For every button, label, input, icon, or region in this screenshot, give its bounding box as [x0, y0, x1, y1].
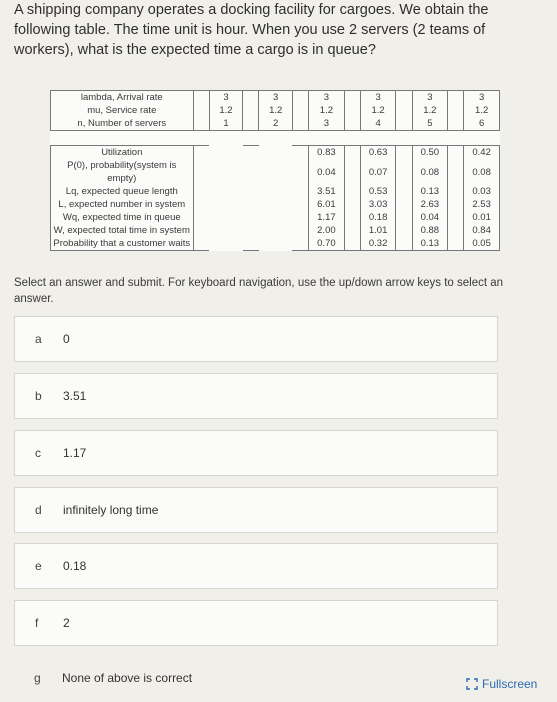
row-label: Probability that a customer waits	[51, 237, 194, 251]
answer-option-e[interactable]	[14, 543, 498, 589]
table-cell	[209, 237, 243, 251]
table-cell: 0.13	[412, 237, 448, 251]
row-label: n, Number of servers	[51, 117, 194, 131]
table-cell: 2.63	[412, 198, 448, 211]
table-cell: 1.2	[309, 104, 345, 117]
table-cell: 0.32	[360, 237, 396, 251]
table-row	[51, 237, 500, 251]
option-text: infinitely long time	[63, 503, 159, 517]
table-cell: 4	[360, 117, 396, 131]
table-cell	[259, 211, 293, 224]
option-text: None of above is correct	[62, 671, 193, 685]
answer-option-c[interactable]	[14, 430, 498, 476]
table-row	[51, 117, 500, 131]
table-row	[51, 104, 500, 117]
table-cell	[209, 159, 243, 185]
table-cell: 1.2	[412, 104, 448, 117]
option-text: 2	[63, 616, 70, 630]
table-cell	[209, 198, 243, 211]
table-cell	[259, 159, 293, 185]
table-cell: 0.53	[360, 185, 396, 198]
table-cell: 2	[259, 117, 293, 131]
table-cell: 1.2	[360, 104, 396, 117]
table-cell: 6.01	[309, 198, 345, 211]
option-letter: c	[35, 446, 41, 460]
option-text: 3.51	[63, 389, 87, 403]
row-label: Wq, expected time in queue	[51, 211, 194, 224]
table-cell: 2.53	[464, 198, 500, 211]
option-letter: a	[35, 332, 42, 346]
table-cell: 1.01	[360, 224, 396, 237]
table-cell: 1.17	[309, 211, 345, 224]
table-cell: 1.2	[259, 104, 293, 117]
table-cell: 0.42	[464, 146, 500, 160]
table-row	[51, 146, 500, 160]
table-cell	[259, 198, 293, 211]
option-text: 0.18	[63, 559, 87, 573]
fullscreen-label: Fullscreen	[482, 677, 538, 691]
answer-option-f[interactable]	[14, 600, 498, 646]
row-label: Lq, expected queue length	[51, 185, 194, 198]
table-cell: 0.08	[464, 159, 500, 185]
table-cell: 3	[259, 91, 293, 105]
table-cell: 3	[464, 91, 500, 105]
table-cell: 0.18	[360, 211, 396, 224]
table-cell: 3.03	[360, 198, 396, 211]
row-label: mu, Service rate	[51, 104, 194, 117]
row-label: W, expected total time in system	[51, 224, 194, 237]
table-cell: 0.05	[464, 237, 500, 251]
option-letter: g	[34, 671, 41, 685]
table-cell	[209, 211, 243, 224]
row-label: Utilization	[51, 146, 194, 160]
table-cell: 0.50	[412, 146, 448, 160]
option-letter: d	[35, 503, 42, 517]
option-letter: b	[35, 389, 42, 403]
table-cell: 0.88	[412, 224, 448, 237]
fullscreen-icon	[466, 678, 478, 690]
table-cell: 0.63	[360, 146, 396, 160]
row-label: L, expected number in system	[51, 198, 194, 211]
answer-option-b[interactable]	[14, 373, 498, 419]
table-cell: 3	[209, 91, 243, 105]
table-cell	[259, 185, 293, 198]
table-cell: 1.2	[209, 104, 243, 117]
table-cell	[259, 146, 293, 160]
table-row	[51, 185, 500, 198]
table-cell: 3	[412, 91, 448, 105]
table-cell: 0.03	[464, 185, 500, 198]
queue-results-table	[50, 90, 500, 251]
table-row	[51, 211, 500, 224]
table-cell: 5	[412, 117, 448, 131]
table-cell: 0.07	[360, 159, 396, 185]
table-cell: 0.01	[464, 211, 500, 224]
table-row	[51, 198, 500, 211]
table-row	[51, 224, 500, 237]
table-cell: 0.13	[412, 185, 448, 198]
table-cell: 0.08	[412, 159, 448, 185]
table-row	[51, 159, 500, 185]
row-label: lambda, Arrival rate	[51, 91, 194, 105]
table-cell	[209, 185, 243, 198]
option-letter: e	[35, 559, 42, 573]
option-text: 0	[63, 332, 70, 346]
row-label: P(0), probability(system is empty)	[51, 159, 194, 185]
instruction-text: Select an answer and submit. For keyboard navigation, use the up/down arrow keys to select an answer.	[14, 277, 504, 305]
table-cell: 1.2	[464, 104, 500, 117]
table-cell: 3	[309, 91, 345, 105]
option-text: 1.17	[63, 446, 87, 460]
table-cell: 0.04	[309, 159, 345, 185]
table-cell: 2.00	[309, 224, 345, 237]
option-letter: f	[35, 616, 39, 630]
table-cell	[259, 237, 293, 251]
answer-option-a[interactable]	[14, 316, 498, 362]
table-cell: 0.84	[464, 224, 500, 237]
table-cell: 3	[360, 91, 396, 105]
table-cell: 0.83	[309, 146, 345, 160]
table-cell: 1	[209, 117, 243, 131]
table-row	[51, 91, 500, 105]
table-cell: 0.04	[412, 211, 448, 224]
table-cell	[209, 224, 243, 237]
question-text: A shipping company operates a docking facility for cargoes. We obtain the following table. The time unit is hour. When you use 2 servers (2 teams of workers), what is the expected time a cargo is in queue?	[14, 2, 489, 58]
table-cell: 0.70	[309, 237, 345, 251]
answer-option-d[interactable]	[14, 487, 498, 533]
table-cell: 3	[309, 117, 345, 131]
table-cell: 6	[464, 117, 500, 131]
table-cell	[209, 146, 243, 160]
fullscreen-button[interactable]	[466, 677, 537, 691]
table-cell	[259, 224, 293, 237]
table-cell: 3.51	[309, 185, 345, 198]
answer-option-g[interactable]	[14, 656, 498, 702]
